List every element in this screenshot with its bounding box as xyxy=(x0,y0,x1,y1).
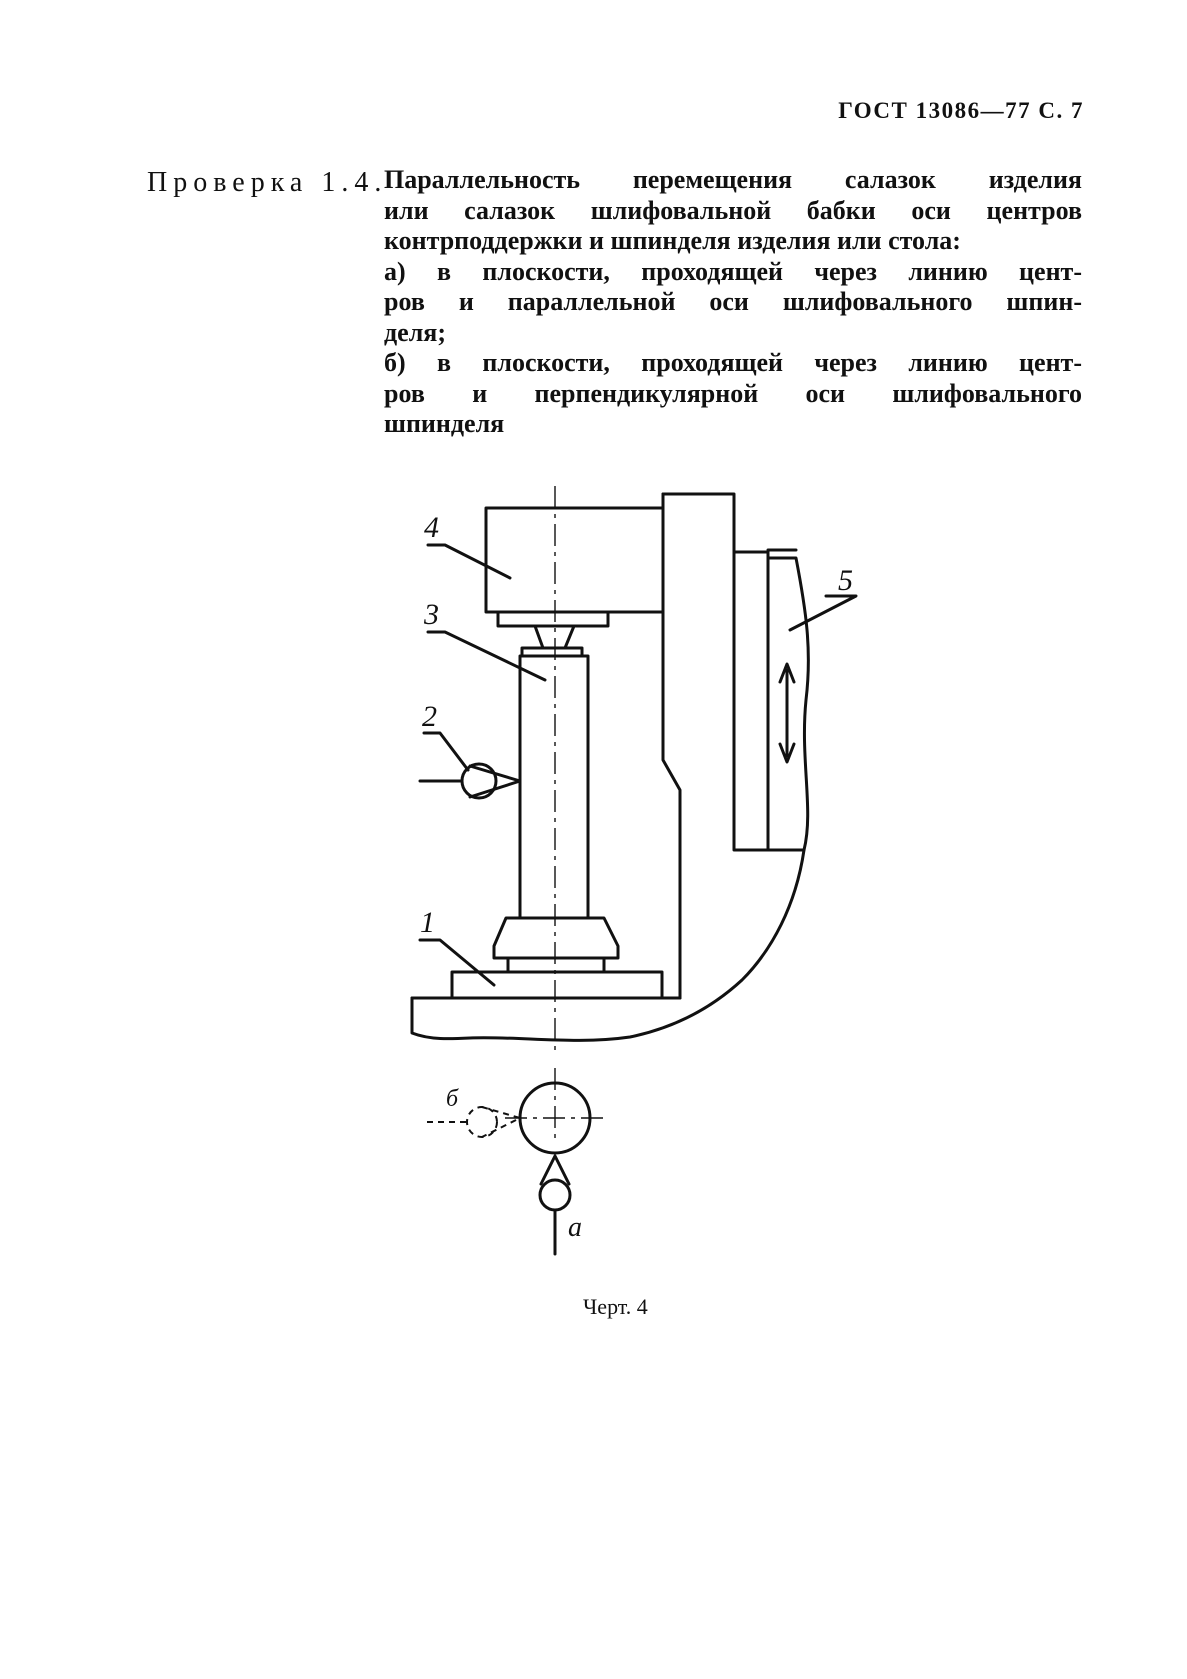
column-inner xyxy=(663,494,680,998)
description-line: ров и перпендикулярной оси шлифовального xyxy=(384,378,1082,408)
label-item-3: 3 xyxy=(424,598,439,631)
label-item-4: 4 xyxy=(424,511,439,544)
label-item-1: 1 xyxy=(420,906,435,939)
label-item-2: 2 xyxy=(422,700,437,733)
leader-5 xyxy=(790,596,856,630)
description-line: б) в плоскости, проходящей через линию цент- xyxy=(384,348,1082,377)
upper-headstock-block xyxy=(486,508,663,612)
description-line: Параллельность перемещения салазок изделия xyxy=(384,165,1082,194)
label-position-b: б xyxy=(446,1086,459,1112)
upper-flange xyxy=(498,612,608,626)
leader-4 xyxy=(428,545,510,578)
description-line: или салазок шлифовальной бабки оси центров xyxy=(384,195,1082,225)
slide-body xyxy=(734,552,768,850)
mandrel-body xyxy=(520,656,588,918)
lower-flange xyxy=(508,958,604,972)
page-header: ГОСТ 13086—77 С. 7 xyxy=(838,98,1084,123)
plan-indicator-b-tip xyxy=(482,1107,520,1137)
leader-2 xyxy=(424,733,468,770)
description-line: деля; xyxy=(384,317,447,347)
plan-indicator-a-head xyxy=(540,1180,570,1210)
description-line: контрподдержки и шпинделя изделия или стола: xyxy=(384,226,961,255)
lower-center-cone xyxy=(494,918,618,958)
label-item-5: 5 xyxy=(838,564,853,597)
label-position-a: а xyxy=(568,1212,582,1243)
description-line: шпинделя xyxy=(384,409,505,438)
description-line: ров и параллельной оси шлифовального шпин- xyxy=(384,287,1082,316)
check-label: Проверка 1.4. xyxy=(147,167,388,198)
figure-caption: Черт. 4 xyxy=(583,1294,648,1319)
leader-1 xyxy=(420,940,494,985)
description-line: а) в плоскости, проходящей через линию цент- xyxy=(384,256,1082,286)
